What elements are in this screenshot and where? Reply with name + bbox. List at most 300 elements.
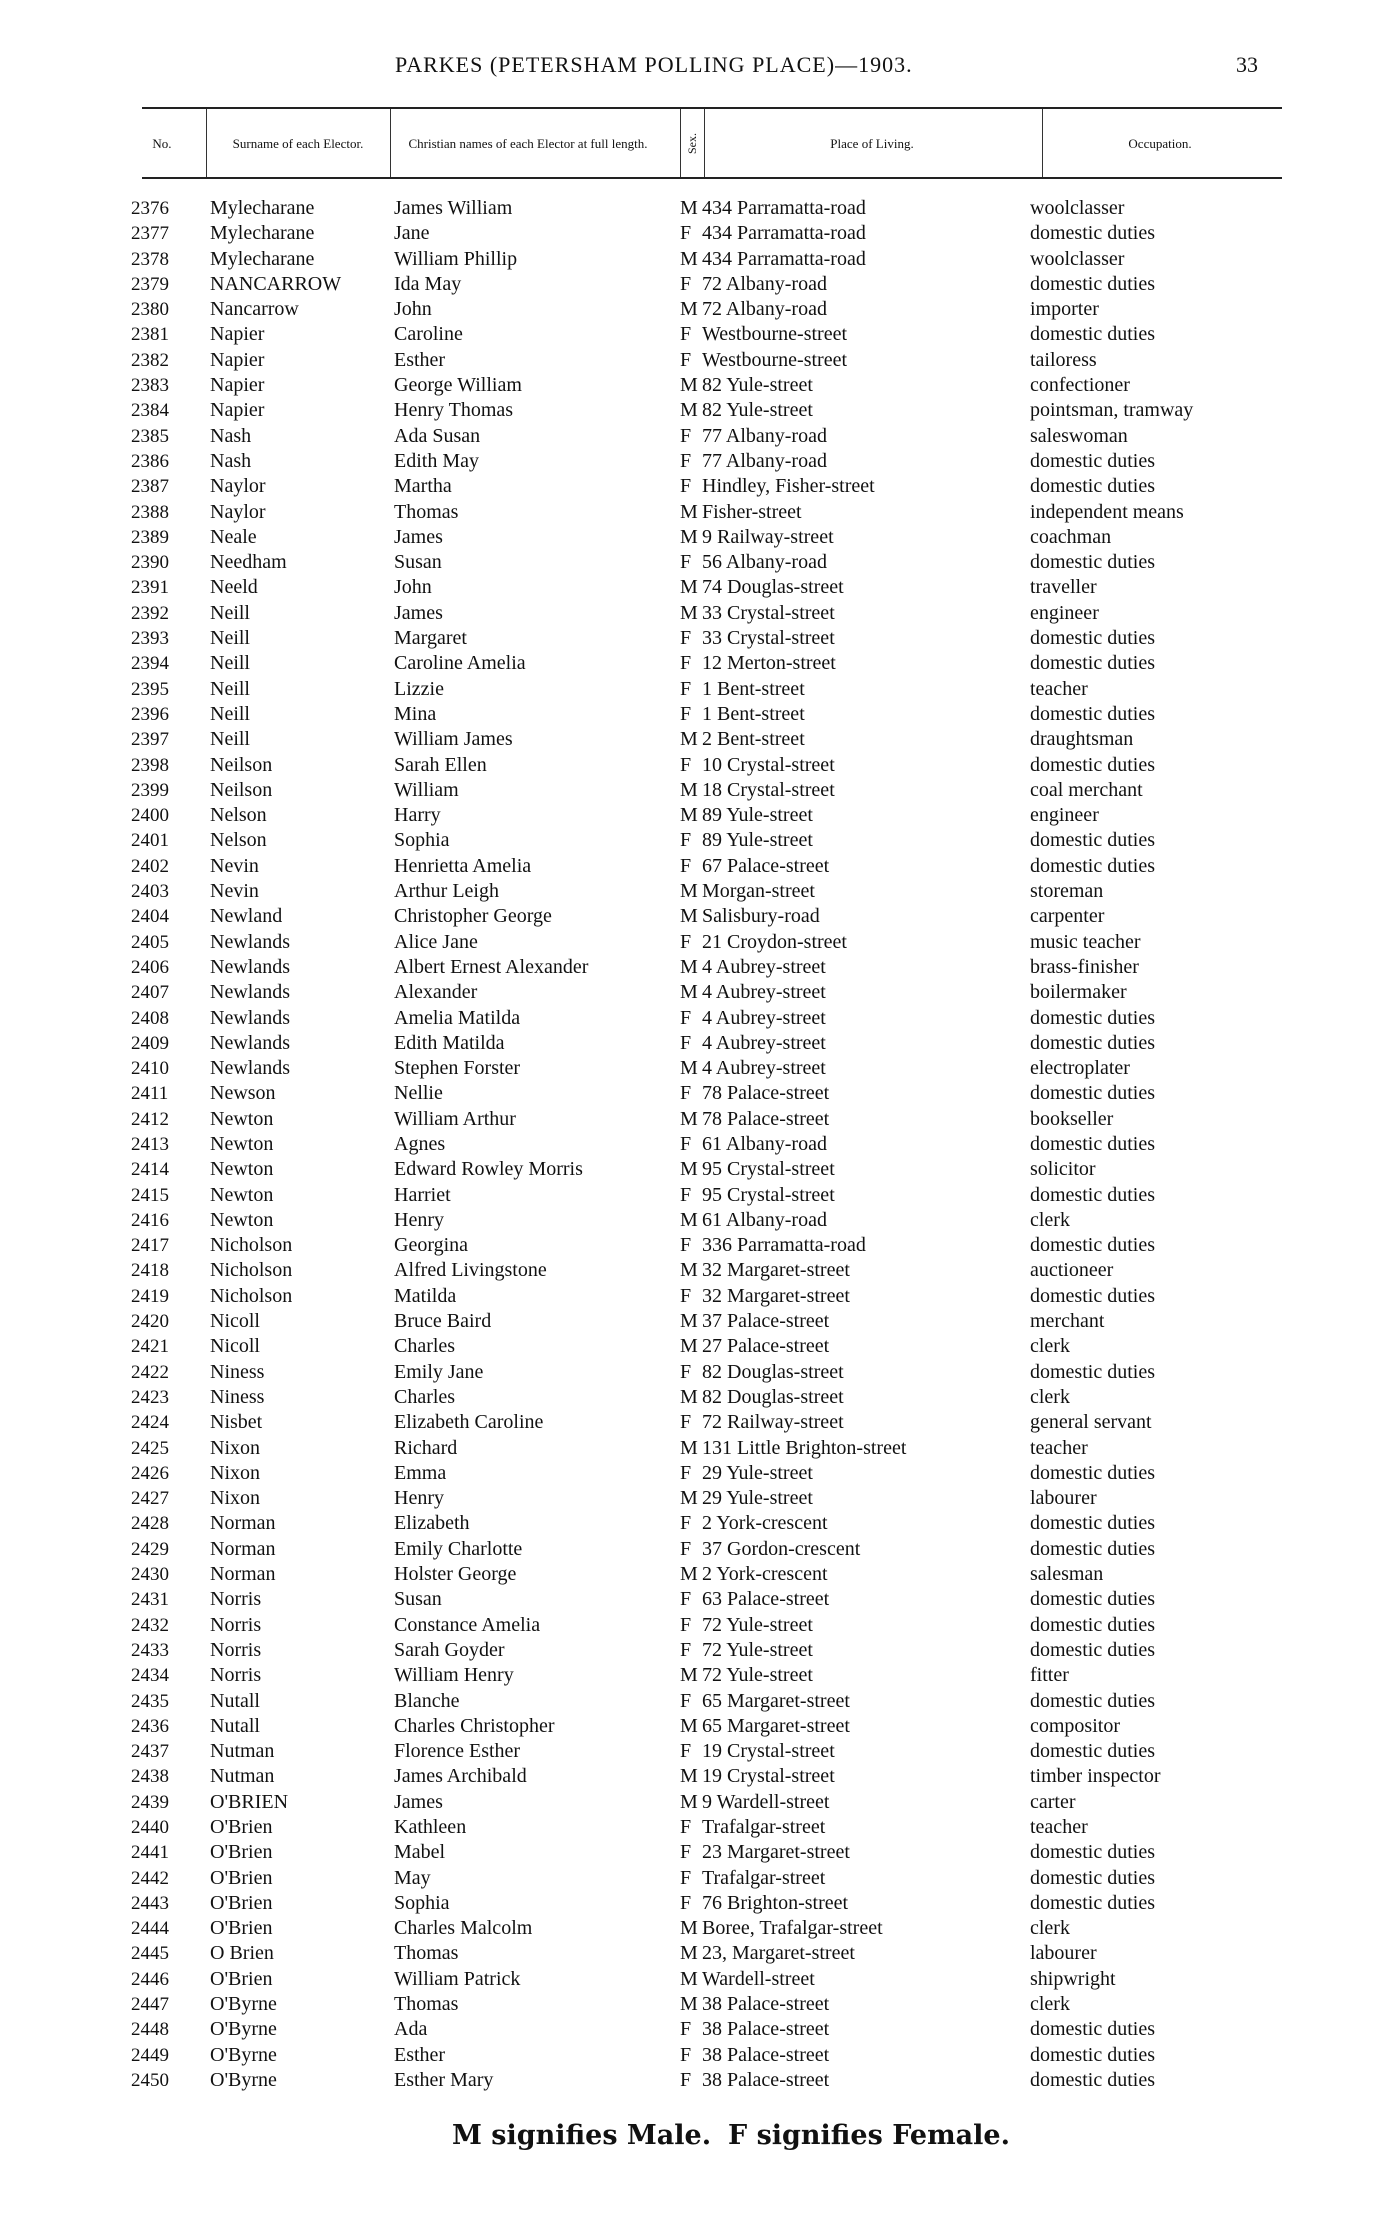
elector-row: [0, 247, 1382, 272]
elector-row: [0, 398, 1382, 423]
elector-place-of-living: 37 Gordon-crescent: [702, 1537, 861, 1560]
elector-surname: Norris: [210, 1613, 262, 1636]
elector-occupation: domestic duties: [1030, 1006, 1155, 1029]
elector-row: [0, 348, 1382, 373]
elector-surname: Napier: [210, 348, 265, 371]
elector-number: 2394: [131, 653, 169, 675]
elector-occupation: domestic duties: [1030, 1082, 1155, 1105]
elector-christian-names: Emily Charlotte: [394, 1537, 523, 1560]
elector-sex: F: [680, 1183, 692, 1206]
elector-surname: Newton: [210, 1158, 274, 1181]
elector-place-of-living: Westbourne-street: [702, 348, 847, 371]
elector-christian-names: John: [394, 298, 432, 321]
elector-christian-names: Amelia Matilda: [394, 1006, 521, 1029]
elector-place-of-living: 336 Parramatta-road: [702, 1234, 866, 1257]
elector-surname: Nixon: [210, 1436, 260, 1459]
elector-surname: Newton: [210, 1107, 274, 1130]
column-header-sex-label: Sex.: [684, 132, 699, 154]
elector-christian-names: William Phillip: [394, 247, 518, 270]
elector-occupation: domestic duties: [1030, 1841, 1155, 1864]
elector-place-of-living: 37 Palace-street: [702, 1310, 830, 1333]
elector-sex: M: [680, 1917, 698, 1940]
elector-place-of-living: 38 Palace-street: [702, 1993, 830, 2016]
elector-surname: Nelson: [210, 804, 267, 827]
elector-christian-names: George William: [394, 374, 522, 397]
elector-occupation: domestic duties: [1030, 1588, 1155, 1611]
elector-number: 2444: [131, 1918, 169, 1940]
elector-christian-names: Harriet: [394, 1183, 451, 1206]
elector-row: [0, 221, 1382, 246]
elector-occupation: carter: [1030, 1790, 1076, 1813]
elector-sex: F: [680, 677, 692, 700]
elector-surname: Nutall: [210, 1689, 260, 1712]
elector-surname: Newton: [210, 1183, 274, 1206]
elector-occupation: tailoress: [1030, 348, 1097, 371]
elector-number: 2397: [131, 729, 169, 751]
elector-number: 2376: [131, 198, 169, 219]
elector-row: [0, 550, 1382, 575]
elector-row: [0, 1764, 1382, 1789]
elector-sex: F: [680, 551, 692, 574]
elector-christian-names: Esther Mary: [394, 2068, 494, 2091]
elector-row: [0, 1031, 1382, 1056]
elector-occupation: domestic duties: [1030, 1613, 1155, 1636]
elector-surname: Napier: [210, 374, 265, 397]
elector-surname: Nash: [210, 449, 252, 472]
elector-number: 2449: [131, 2044, 169, 2066]
elector-christian-names: Edith Matilda: [394, 1031, 505, 1054]
elector-row: [0, 1562, 1382, 1587]
page-number: 33: [1236, 52, 1258, 77]
elector-place-of-living: 38 Palace-street: [702, 2018, 830, 2041]
elector-row: [0, 955, 1382, 980]
elector-sex: F: [680, 1537, 692, 1560]
elector-sex: M: [680, 247, 698, 270]
elector-surname: Nicholson: [210, 1259, 293, 1282]
elector-occupation: engineer: [1030, 804, 1099, 827]
elector-sex: F: [680, 1360, 692, 1383]
elector-place-of-living: 38 Palace-street: [702, 2043, 830, 2066]
elector-row: [0, 1284, 1382, 1309]
elector-number: 2414: [131, 1159, 169, 1181]
elector-christian-names: John: [394, 576, 432, 599]
column-header-no: No.: [152, 135, 172, 151]
elector-place-of-living: 61 Albany-road: [702, 1132, 827, 1155]
page-header: [0, 52, 1382, 88]
elector-place-of-living: 74 Douglas-street: [702, 576, 844, 599]
elector-row: [0, 297, 1382, 322]
elector-number: 2392: [131, 602, 169, 624]
elector-place-of-living: 95 Crystal-street: [702, 1158, 835, 1181]
elector-occupation: domestic duties: [1030, 1461, 1155, 1484]
elector-place-of-living: 2 Bent-street: [702, 728, 805, 751]
elector-row: [0, 1992, 1382, 2017]
elector-occupation: clerk: [1030, 1993, 1070, 2016]
elector-christian-names: James William: [394, 197, 513, 219]
elector-sex: F: [680, 1841, 692, 1864]
elector-surname: Nutall: [210, 1714, 260, 1737]
elector-row: [0, 930, 1382, 955]
elector-christian-names: Albert Ernest Alexander: [394, 955, 589, 978]
elector-occupation: domestic duties: [1030, 753, 1155, 776]
elector-row: [0, 1916, 1382, 1941]
elector-place-of-living: 82 Yule-street: [702, 399, 813, 422]
elector-surname: Needham: [210, 551, 287, 574]
elector-row: [0, 1739, 1382, 1764]
elector-number: 2428: [131, 1513, 169, 1535]
elector-christian-names: Susan: [394, 551, 442, 574]
elector-christian-names: Caroline: [394, 323, 463, 346]
elector-sex: M: [680, 905, 698, 928]
elector-occupation: bookseller: [1030, 1107, 1114, 1130]
elector-occupation: confectioner: [1030, 374, 1130, 397]
elector-surname: Nicholson: [210, 1284, 293, 1307]
elector-place-of-living: Boree, Trafalgar-street: [702, 1917, 883, 1940]
elector-surname: O'Brien: [210, 1816, 273, 1838]
elector-occupation: saleswoman: [1030, 424, 1128, 447]
elector-row: [0, 727, 1382, 752]
elector-place-of-living: 1 Bent-street: [702, 677, 805, 700]
elector-row: [0, 1790, 1382, 1815]
elector-surname: Nutman: [210, 1740, 275, 1763]
elector-row: [0, 322, 1382, 347]
elector-place-of-living: 23 Margaret-street: [702, 1841, 850, 1864]
elector-row: [0, 828, 1382, 853]
elector-sex: F: [680, 854, 692, 877]
elector-number: 2440: [131, 1817, 169, 1838]
elector-sex: F: [680, 652, 692, 675]
elector-sex: M: [680, 778, 698, 801]
elector-occupation: domestic duties: [1030, 449, 1155, 472]
elector-occupation: labourer: [1030, 1487, 1097, 1510]
elector-sex: M: [680, 298, 698, 321]
elector-place-of-living: 1 Bent-street: [702, 702, 805, 725]
elector-row: [0, 1107, 1382, 1132]
elector-sex: F: [680, 222, 692, 245]
elector-surname: O'Brien: [210, 1891, 273, 1914]
elector-christian-names: Kathleen: [394, 1816, 467, 1838]
elector-christian-names: James Archibald: [394, 1765, 527, 1788]
elector-place-of-living: 72 Albany-road: [702, 272, 827, 295]
elector-sex: M: [680, 1385, 698, 1408]
elector-surname: Norman: [210, 1512, 276, 1535]
elector-christian-names: Susan: [394, 1588, 442, 1611]
elector-occupation: domestic duties: [1030, 1866, 1155, 1889]
elector-place-of-living: 95 Crystal-street: [702, 1183, 835, 1206]
elector-surname: Newton: [210, 1132, 274, 1155]
elector-sex: M: [680, 1335, 698, 1358]
elector-christian-names: Thomas: [394, 500, 459, 523]
elector-row: [0, 1056, 1382, 1081]
elector-number: 2423: [131, 1386, 169, 1408]
elector-sex: F: [680, 475, 692, 498]
elector-surname: Nisbet: [210, 1411, 263, 1434]
elector-place-of-living: 434 Parramatta-road: [702, 197, 866, 219]
elector-row: [0, 525, 1382, 550]
elector-number: 2400: [131, 805, 169, 827]
elector-sex: F: [680, 1891, 692, 1914]
elector-surname: NANCARROW: [210, 272, 342, 295]
elector-number: 2380: [131, 299, 169, 321]
elector-number: 2409: [131, 1032, 169, 1054]
elector-sex: M: [680, 1310, 698, 1333]
elector-sex: M: [680, 374, 698, 397]
elector-place-of-living: 72 Yule-street: [702, 1613, 813, 1636]
elector-occupation: domestic duties: [1030, 1031, 1155, 1054]
elector-place-of-living: Morgan-street: [702, 880, 815, 903]
elector-sex: M: [680, 981, 698, 1004]
elector-place-of-living: 33 Crystal-street: [702, 627, 835, 650]
elector-number: 2442: [131, 1867, 169, 1889]
elector-christian-names: Matilda: [394, 1284, 457, 1307]
elector-place-of-living: 67 Palace-street: [702, 854, 830, 877]
elector-sex: F: [680, 1461, 692, 1484]
elector-sex: F: [680, 1411, 692, 1434]
elector-place-of-living: 82 Yule-street: [702, 374, 813, 397]
elector-number: 2377: [131, 223, 169, 245]
elector-occupation: woolclasser: [1030, 197, 1125, 219]
elector-number: 2441: [131, 1842, 169, 1864]
elector-place-of-living: 32 Margaret-street: [702, 1259, 850, 1282]
elector-place-of-living: 89 Yule-street: [702, 804, 813, 827]
elector-place-of-living: 61 Albany-road: [702, 1208, 827, 1231]
elector-number: 2433: [131, 1639, 169, 1661]
elector-row: [0, 1587, 1382, 1612]
elector-sex: M: [680, 576, 698, 599]
elector-number: 2438: [131, 1766, 169, 1788]
elector-christian-names: Martha: [394, 475, 452, 498]
elector-place-of-living: 78 Palace-street: [702, 1107, 830, 1130]
elector-place-of-living: 18 Crystal-street: [702, 778, 835, 801]
elector-sex: F: [680, 272, 692, 295]
elector-sex: F: [680, 627, 692, 650]
elector-surname: Norman: [210, 1563, 276, 1586]
elector-sex: M: [680, 804, 698, 827]
elector-place-of-living: Wardell-street: [702, 1967, 815, 1990]
elector-place-of-living: 4 Aubrey-street: [702, 1057, 826, 1080]
elector-sex: F: [680, 1006, 692, 1029]
elector-sex: F: [680, 1689, 692, 1712]
elector-row: [0, 753, 1382, 778]
elector-occupation: domestic duties: [1030, 1740, 1155, 1763]
elector-sex: F: [680, 1613, 692, 1636]
elector-surname: O'Brien: [210, 1841, 273, 1864]
elector-occupation: domestic duties: [1030, 2043, 1155, 2066]
elector-row: [0, 879, 1382, 904]
elector-occupation: importer: [1030, 298, 1099, 321]
elector-row: [0, 575, 1382, 600]
elector-occupation: traveller: [1030, 576, 1097, 599]
elector-christian-names: Esther: [394, 2043, 446, 2066]
elector-number: 2436: [131, 1715, 169, 1737]
elector-number: 2408: [131, 1007, 169, 1029]
elector-number: 2403: [131, 881, 169, 903]
elector-occupation: woolclasser: [1030, 247, 1125, 270]
elector-place-of-living: 82 Douglas-street: [702, 1385, 844, 1408]
elector-number: 2422: [131, 1361, 169, 1383]
elector-christian-names: Caroline Amelia: [394, 652, 526, 675]
elector-sex: M: [680, 1790, 698, 1813]
elector-surname: Nixon: [210, 1487, 260, 1510]
elector-number: 2399: [131, 779, 169, 801]
elector-row: [0, 196, 1382, 221]
elector-place-of-living: 19 Crystal-street: [702, 1765, 835, 1788]
elector-row: [0, 803, 1382, 828]
elector-surname: O'Brien: [210, 1967, 273, 1990]
elector-occupation: domestic duties: [1030, 2018, 1155, 2041]
elector-number: 2379: [131, 273, 169, 295]
elector-occupation: domestic duties: [1030, 272, 1155, 295]
elector-number: 2446: [131, 1968, 169, 1990]
elector-surname: Nevin: [210, 880, 259, 903]
column-divider: [680, 109, 681, 177]
elector-christian-names: Alice Jane: [394, 930, 478, 953]
elector-christian-names: James: [394, 601, 443, 624]
elector-row: [0, 1967, 1382, 1992]
elector-sex: F: [680, 702, 692, 725]
elector-christian-names: Henry: [394, 1487, 444, 1510]
elector-occupation: domestic duties: [1030, 1360, 1155, 1383]
elector-sex: F: [680, 930, 692, 953]
elector-row: [0, 651, 1382, 676]
elector-row: [0, 1258, 1382, 1283]
elector-row: [0, 1941, 1382, 1966]
elector-place-of-living: 21 Croydon-street: [702, 930, 847, 953]
elector-row: [0, 1891, 1382, 1916]
elector-occupation: auctioneer: [1030, 1259, 1114, 1282]
elector-number: 2406: [131, 956, 169, 978]
elector-sex: F: [680, 1234, 692, 1257]
elector-christian-names: Margaret: [394, 627, 467, 650]
elector-christian-names: Esther: [394, 348, 446, 371]
elector-number: 2434: [131, 1665, 169, 1687]
elector-row: [0, 1689, 1382, 1714]
elector-number: 2419: [131, 1285, 169, 1307]
elector-occupation: fitter: [1030, 1664, 1069, 1687]
elector-row: [0, 1183, 1382, 1208]
elector-sex: M: [680, 728, 698, 751]
elector-occupation: domestic duties: [1030, 222, 1155, 245]
column-header-place: Place of Living.: [830, 135, 914, 151]
elector-number: 2430: [131, 1564, 169, 1586]
elector-number: 2412: [131, 1108, 169, 1130]
elector-christian-names: Edith May: [394, 449, 479, 472]
elector-row: [0, 601, 1382, 626]
elector-number: 2421: [131, 1336, 169, 1358]
elector-number: 2432: [131, 1614, 169, 1636]
elector-occupation: pointsman, tramway: [1030, 399, 1194, 422]
elector-place-of-living: 27 Palace-street: [702, 1335, 830, 1358]
elector-place-of-living: 77 Albany-road: [702, 449, 827, 472]
elector-occupation: clerk: [1030, 1385, 1070, 1408]
elector-christian-names: James: [394, 525, 443, 548]
elector-occupation: solicitor: [1030, 1158, 1096, 1181]
elector-number: 2413: [131, 1133, 169, 1155]
elector-number: 2429: [131, 1538, 169, 1560]
elector-row: [0, 1309, 1382, 1334]
elector-surname: Norris: [210, 1588, 262, 1611]
elector-row: [0, 424, 1382, 449]
elector-surname: Neill: [210, 677, 250, 700]
elector-occupation: domestic duties: [1030, 475, 1155, 498]
elector-occupation: domestic duties: [1030, 1689, 1155, 1712]
elector-surname: Newlands: [210, 930, 290, 953]
elector-number: 2415: [131, 1184, 169, 1206]
elector-number: 2385: [131, 425, 169, 447]
elector-sex: M: [680, 197, 698, 219]
elector-number: 2439: [131, 1791, 169, 1813]
column-headers: [142, 107, 1282, 179]
elector-christian-names: Nellie: [394, 1082, 443, 1105]
elector-place-of-living: Westbourne-street: [702, 323, 847, 346]
elector-surname: Nicoll: [210, 1335, 260, 1358]
elector-sex: M: [680, 1057, 698, 1080]
elector-surname: O'Byrne: [210, 2068, 277, 2091]
elector-christian-names: William Henry: [394, 1664, 514, 1687]
elector-sex: F: [680, 829, 692, 852]
elector-number: 2382: [131, 349, 169, 371]
elector-christian-names: Elizabeth: [394, 1512, 470, 1535]
elector-christian-names: Alfred Livingstone: [394, 1259, 547, 1282]
elector-number: 2388: [131, 501, 169, 523]
elector-surname: Newson: [210, 1082, 276, 1105]
column-header-christian-names: Christian names of each Elector at full length.: [408, 135, 648, 151]
elector-occupation: domestic duties: [1030, 702, 1155, 725]
elector-number: 2425: [131, 1437, 169, 1459]
elector-christian-names: Ada: [394, 2018, 428, 2041]
elector-surname: Neill: [210, 702, 250, 725]
elector-place-of-living: 63 Palace-street: [702, 1588, 830, 1611]
elector-place-of-living: 4 Aubrey-street: [702, 1031, 826, 1054]
elector-place-of-living: 9 Railway-street: [702, 525, 834, 548]
elector-number: 2447: [131, 1994, 169, 2016]
elector-christian-names: Richard: [394, 1436, 458, 1459]
elector-surname: Neilson: [210, 778, 273, 801]
elector-number: 2391: [131, 577, 169, 599]
elector-row: [0, 1208, 1382, 1233]
column-header-surname: Surname of each Elector.: [232, 135, 364, 151]
elector-surname: Nevin: [210, 854, 259, 877]
elector-surname: Napier: [210, 399, 265, 422]
elector-occupation: storeman: [1030, 880, 1104, 903]
elector-row: [0, 1714, 1382, 1739]
elector-row: [0, 1360, 1382, 1385]
elector-place-of-living: 4 Aubrey-street: [702, 1006, 826, 1029]
elector-christian-names: William: [394, 778, 459, 801]
elector-christian-names: Edward Rowley Morris: [394, 1158, 583, 1181]
elector-christian-names: Arthur Leigh: [394, 880, 499, 903]
elector-row: [0, 449, 1382, 474]
elector-sex: M: [680, 399, 698, 422]
elector-christian-names: Blanche: [394, 1689, 460, 1712]
elector-sex: F: [680, 753, 692, 776]
elector-christian-names: Charles Christopher: [394, 1714, 555, 1737]
elector-surname: Neeld: [210, 576, 258, 599]
elector-christian-names: James: [394, 1790, 443, 1813]
elector-row: [0, 1385, 1382, 1410]
elector-row: [0, 272, 1382, 297]
elector-sex: M: [680, 1664, 698, 1687]
column-header-sex: [682, 109, 702, 177]
elector-row: [0, 1511, 1382, 1536]
elector-number: 2381: [131, 324, 169, 346]
elector-row: [0, 1840, 1382, 1865]
elector-number: 2386: [131, 450, 169, 472]
elector-number: 2401: [131, 830, 169, 852]
elector-sex: F: [680, 1031, 692, 1054]
elector-row: [0, 1334, 1382, 1359]
elector-surname: Newlands: [210, 1006, 290, 1029]
